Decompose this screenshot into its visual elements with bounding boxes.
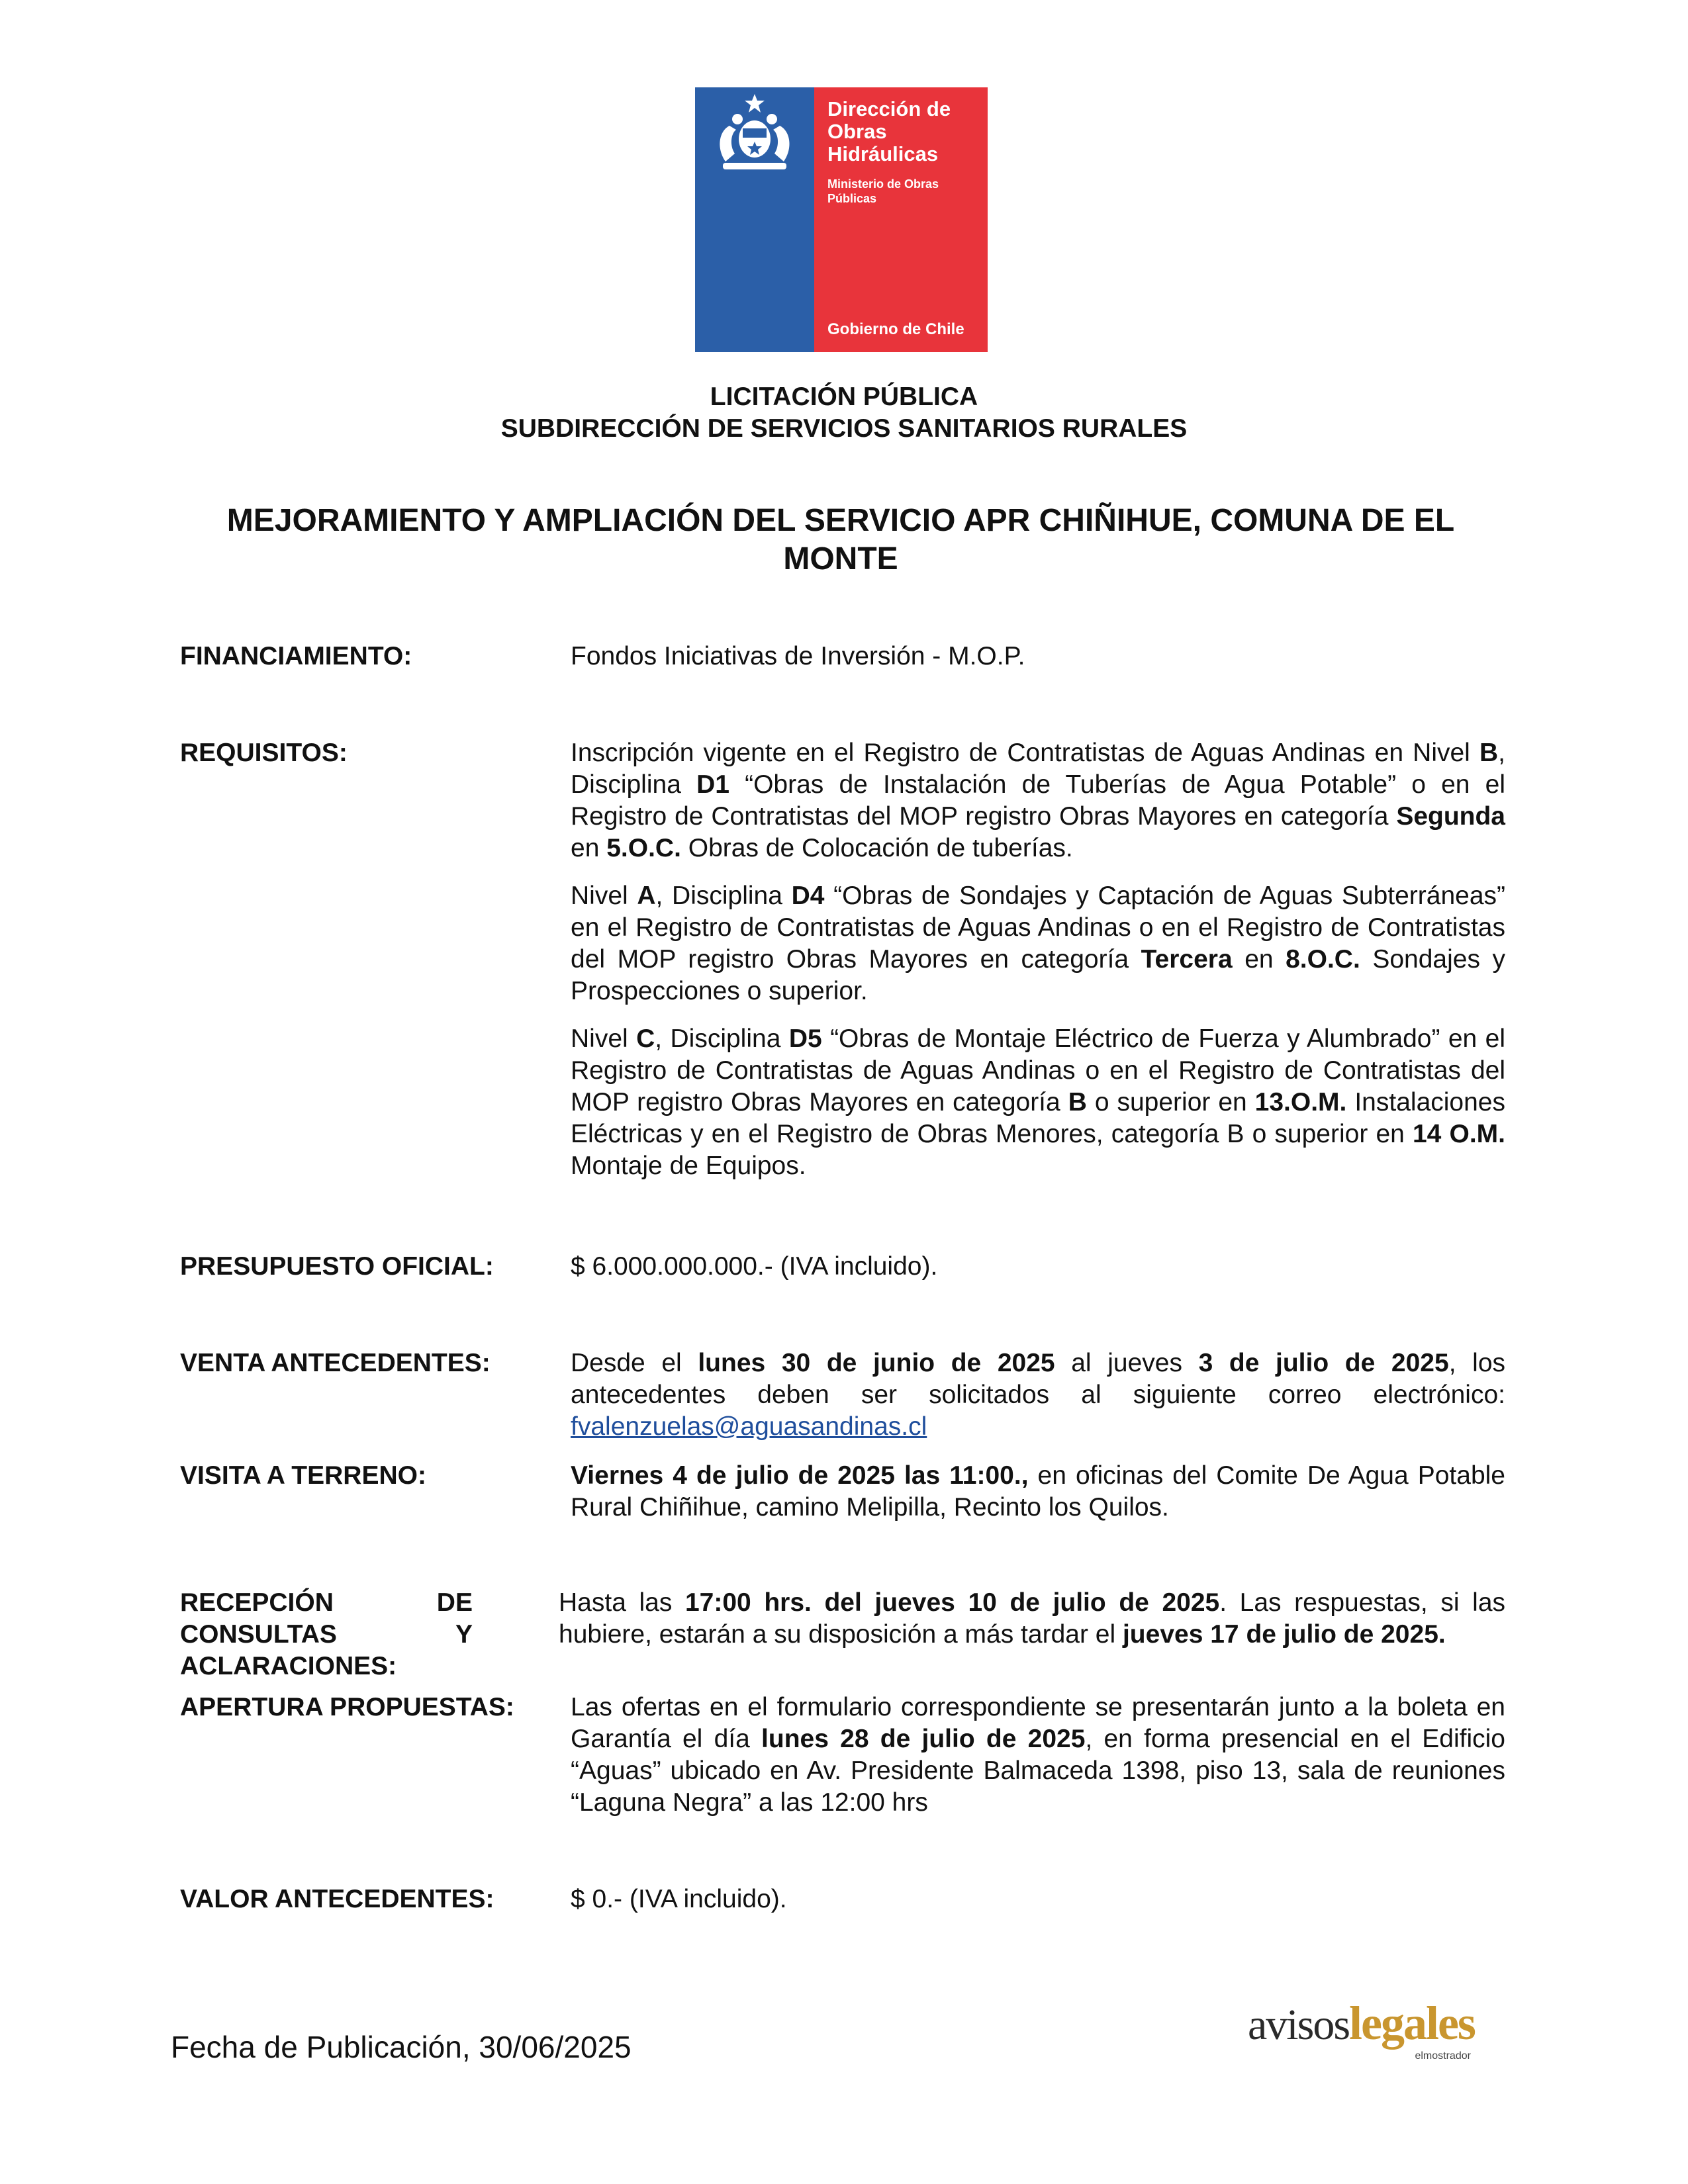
visita-value: Viernes 4 de julio de 2025 las 11:00., en oficinas del Comite De Agua Potable Rural Chiñihue, camino Melipilla, Recinto los Quilos.: [571, 1461, 1505, 1522]
logo-title-line: Obras: [827, 120, 887, 143]
header-line-1: LICITACIÓN PÚBLICA: [710, 383, 978, 411]
recepcion-label: [180, 1587, 473, 1682]
requisitos-paragraph-3: Nivel C, Disciplina D5 “Obras de Montaje Eléctrico de Fuerza y Alumbrado” en el Registro de Contratistas de Aguas Andinas o en el Registro de Contratistas del MOP registro Obras Mayores en categoría B o superior en 13.O.M. Instalaciones Eléctricas y en el Registro de Obras Menores, categoría B o superior en 14 O.M. Montaje de Equipos.: [571, 1024, 1505, 1180]
apertura-value: Las ofertas en el formulario correspondiente se presentarán junto a la boleta en Garantía el día lunes 28 de julio de 2025, en forma presencial en el Edificio “Aguas” ubicado en Av. Presidente Balmaceda 1398, piso 13, sala de reuniones “Laguna Negra” a las 12:00 hrs: [571, 1693, 1505, 1817]
logo-blue-panel: [695, 87, 814, 352]
logo-ministry-line: Ministerio de Obras: [827, 177, 939, 191]
logo-government: Gobierno de Chile: [827, 320, 964, 338]
apertura-label: APERTURA PROPUESTAS:: [180, 1693, 514, 1721]
logo-ministry: [827, 177, 939, 206]
valor-value: $ 0.- (IVA incluido).: [571, 1885, 787, 1913]
recepcion-label-line: CONSULTAS Y: [180, 1620, 473, 1649]
presupuesto-label: PRESUPUESTO OFICIAL:: [180, 1252, 494, 1281]
logo-title-line: Hidráulicas: [827, 142, 939, 165]
brand-subtitle: elmostrador: [1415, 2050, 1471, 2062]
financiamiento-value: Fondos Iniciativas de Inversión - M.O.P.: [571, 642, 1025, 670]
recepcion-value: Hasta las 17:00 hrs. del jueves 10 de julio de 2025. Las respuestas, si las hubiere, estarán a su disposición a más tardar el jueves 17 de julio de 2025.: [559, 1588, 1506, 1649]
avisos-legales-logo: [1248, 1996, 1475, 2062]
requisitos-paragraph-2: Nivel A, Disciplina D4 “Obras de Sondajes y Captación de Aguas Subterráneas” en el Registro de Contratistas de Aguas Andinas o en el Registro de Contratistas del MOP registro Obras Mayores en categoría Tercera en 8.O.C. Sondajes y Prospecciones o superior.: [571, 882, 1506, 1005]
logo-title: [827, 98, 951, 165]
venta-label: VENTA ANTECEDENTES:: [180, 1349, 491, 1377]
visita-label: VISITA A TERRENO:: [180, 1461, 426, 1490]
recepcion-label-line: ACLARACIONES:: [180, 1652, 397, 1680]
publication-date: Fecha de Publicación, 30/06/2025: [171, 2030, 632, 2064]
requisitos-label: REQUISITOS:: [180, 739, 348, 767]
brand-word-avisos: avisos: [1248, 2001, 1349, 2049]
logo-ministry-line: Públicas: [827, 192, 877, 205]
email-link[interactable]: fvalenzuelas@aguasandinas.cl: [571, 1412, 927, 1441]
dirección-obras-hidráulicas-logo: [695, 87, 988, 352]
chilean-coat-of-arms-icon: [710, 93, 800, 179]
valor-label: VALOR ANTECEDENTES:: [180, 1885, 494, 1913]
requisitos-value: [571, 737, 1505, 1198]
financiamiento-label: FINANCIAMIENTO:: [180, 642, 412, 670]
logo-title-line: Dirección de: [827, 97, 951, 120]
document-title: MEJORAMIENTO Y AMPLIACIÓN DEL SERVICIO APR CHIÑIHUE, COMUNA DE EL MONTE: [226, 503, 1455, 576]
presupuesto-value: $ 6.000.000.000.- (IVA incluido).: [571, 1252, 938, 1281]
logo-red-panel: [814, 87, 988, 352]
requisitos-paragraph-1: Inscripción vigente en el Registro de Contratistas de Aguas Andinas en Nivel B, Disciplina D1 “Obras de Instalación de Tuberías de Agua Potable” o en el Registro de Contratistas del MOP registro Obras Mayores en categoría Segunda en 5.O.C. Obras de Colocación de tuberías.: [571, 739, 1505, 862]
recepcion-label-line: RECEPCIÓN DE: [180, 1588, 473, 1617]
brand-word-legales: legales: [1349, 1997, 1475, 2050]
header-line-2: SUBDIRECCIÓN DE SERVICIOS SANITARIOS RURALES: [500, 414, 1188, 443]
venta-value: Desde el lunes 30 de junio de 2025 al jueves 3 de julio de 2025, los antecedentes deben ser solicitados al siguiente correo electrónico: fvalenzuelas@aguasandinas.cl: [571, 1349, 1506, 1441]
